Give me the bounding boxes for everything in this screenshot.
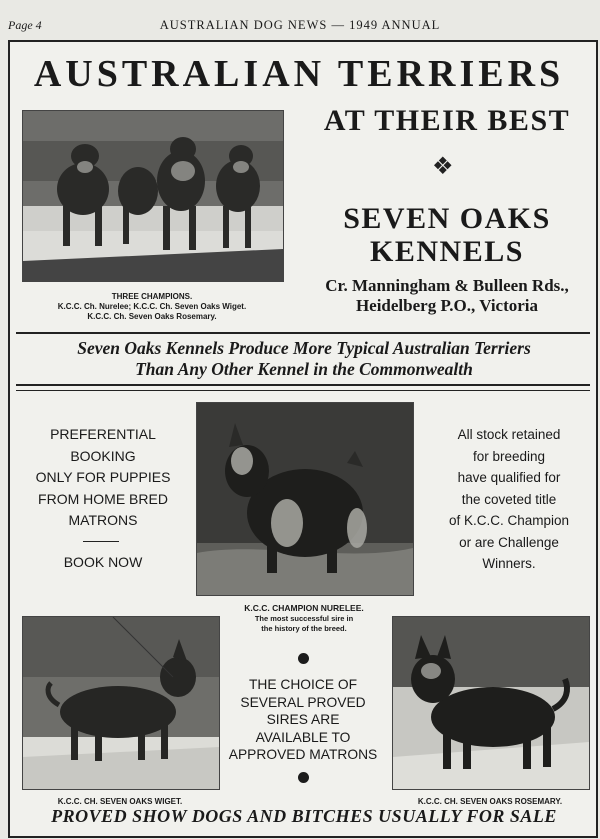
slogan (14, 338, 594, 380)
publication-title: AUSTRALIAN DOG NEWS — 1949 ANNUAL (159, 18, 441, 32)
kennel-name-line: SEVEN OAKS (343, 202, 551, 235)
sires-line: SIRES ARE (266, 712, 340, 727)
preferential-booking-text (30, 424, 176, 573)
sires-line: SEVERAL PROVED (240, 694, 366, 710)
sires-line: AVAILABLE TO (255, 729, 351, 745)
nurelee-caption (196, 602, 412, 634)
caption-line: K.C.C. Ch. Nurelee; K.C.C. Ch. Seven Oaks Wiget. (57, 302, 247, 311)
slogan-line: Seven Oaks Kennels Produce More Typical Australian Terriers (77, 338, 531, 358)
three-champions-caption (22, 292, 282, 322)
kennel-name-line: KENNELS (370, 235, 524, 268)
seven-oaks-rosemary-photo (392, 616, 590, 790)
address-line: Cr. Manningham & Bulleen Rds., (325, 276, 569, 295)
qualification-line: of K.C.C. Champion (448, 513, 570, 528)
book-now-text: BOOK NOW (63, 553, 143, 570)
booking-line: PREFERENTIAL (50, 426, 156, 442)
booking-line: MATRONS (68, 512, 138, 528)
caption-line: K.C.C. Ch. Seven Oaks Rosemary. (87, 312, 217, 321)
qualification-line: have qualified for (457, 470, 561, 485)
kennel-name (300, 202, 594, 268)
champion-nurelee-photo (196, 402, 414, 596)
caption-line: the history of the breed. (261, 624, 347, 633)
qualification-line: Winners. (482, 556, 536, 571)
headline: AUSTRALIAN TERRIERS (33, 53, 565, 95)
qualification-line: for breeding (472, 448, 546, 464)
page-number: Page 4 (8, 18, 42, 32)
divider (16, 390, 590, 391)
booking-line: BOOKING (70, 447, 136, 464)
page-header (0, 0, 600, 36)
divider (16, 384, 590, 386)
wiget-caption: K.C.C. CH. SEVEN OAKS WIGET. (57, 797, 183, 806)
caption-line: The most successful sire in (254, 614, 354, 623)
three-champions-photo (22, 110, 284, 282)
seven-oaks-wiget-photo (22, 616, 220, 790)
subheadline: AT THEIR BEST (323, 104, 571, 137)
qualification-line: the coveted title (461, 491, 557, 507)
short-rule (83, 541, 119, 542)
proved-sires-text (218, 676, 388, 764)
booking-line: ONLY FOR PUPPIES (35, 469, 171, 485)
booking-line: FROM HOME BRED (38, 490, 168, 507)
rosemary-caption: K.C.C. CH. SEVEN OAKS ROSEMARY. (417, 797, 563, 806)
stock-qualification-text (420, 424, 598, 575)
bullet-dot (298, 653, 309, 664)
sires-line: APPROVED MATRONS (228, 747, 378, 762)
caption-title: K.C.C. CHAMPION NURELEE. (244, 603, 364, 613)
divider (16, 332, 590, 334)
address-line: Heidelberg P.O., Victoria (355, 296, 539, 315)
qualification-line: All stock retained (457, 427, 561, 442)
caption-line: THREE CHAMPIONS. (111, 292, 193, 301)
qualification-line: or are Challenge (459, 534, 559, 550)
footer-banner: PROVED SHOW DOGS AND BITCHES USUALLY FOR SALE (51, 806, 557, 826)
ornament-icon: ❖ (432, 154, 454, 180)
sires-line: THE CHOICE OF (248, 677, 358, 692)
kennel-address (300, 276, 594, 316)
slogan-line: Than Any Other Kennel in the Commonwealth (135, 359, 473, 379)
bullet-dot (298, 772, 309, 783)
